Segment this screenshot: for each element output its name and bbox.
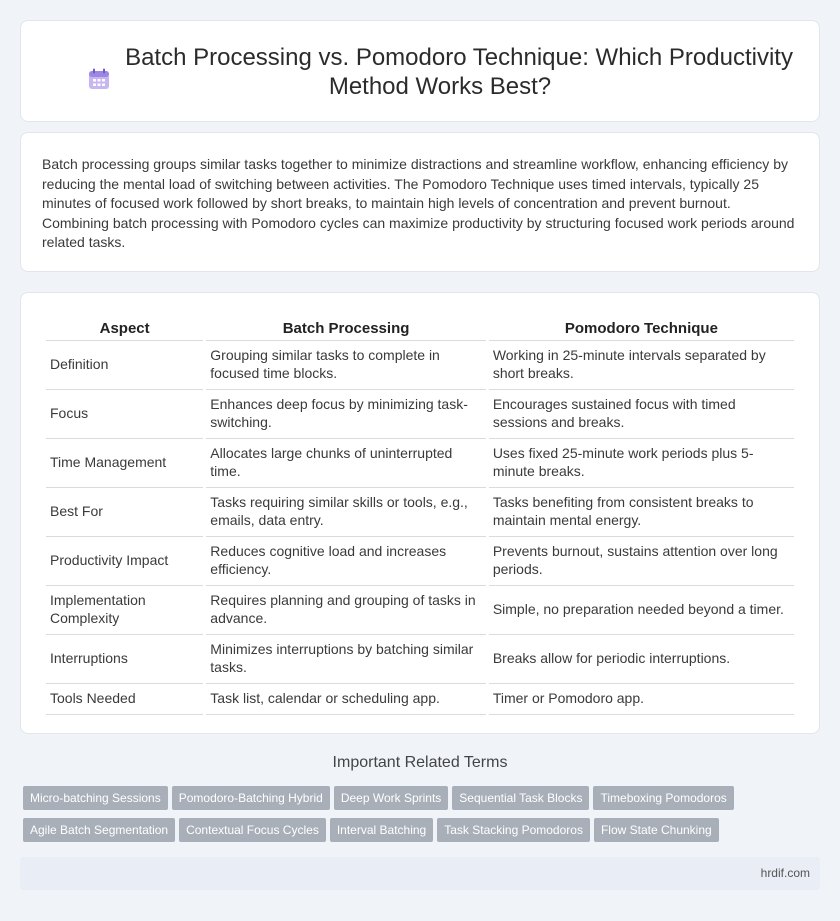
related-terms-heading: Important Related Terms <box>332 754 508 771</box>
cell-batch: Allocates large chunks of uninterrupted time. <box>206 439 486 488</box>
cell-batch: Grouping similar tasks to complete in focused time blocks. <box>206 341 486 390</box>
comparison-card <box>20 292 820 734</box>
cell-pomodoro: Breaks allow for periodic interruptions. <box>489 635 794 684</box>
related-tag[interactable]: Flow State Chunking <box>594 818 719 842</box>
related-tag[interactable]: Pomodoro-Batching Hybrid <box>172 786 330 810</box>
related-tag[interactable]: Task Stacking Pomodoros <box>437 818 590 842</box>
table-row <box>46 390 794 439</box>
cell-aspect: Implementation Complexity <box>46 586 203 635</box>
comparison-table <box>43 315 797 715</box>
header-aspect: Aspect <box>46 315 203 341</box>
related-tag[interactable]: Agile Batch Segmentation <box>23 818 175 842</box>
cell-aspect: Interruptions <box>46 635 203 684</box>
cell-pomodoro: Tasks benefiting from consistent breaks to maintain mental energy. <box>489 488 794 537</box>
cell-pomodoro: Simple, no preparation needed beyond a timer. <box>489 586 794 635</box>
cell-pomodoro: Timer or Pomodoro app. <box>489 684 794 715</box>
related-tag[interactable]: Micro-batching Sessions <box>23 786 168 810</box>
footer-site-link[interactable]: hrdif.com <box>760 866 810 880</box>
cell-aspect: Tools Needed <box>46 684 203 715</box>
related-tag[interactable]: Sequential Task Blocks <box>452 786 589 810</box>
table-header-row <box>46 315 794 341</box>
intro-card <box>20 132 820 272</box>
cell-batch: Requires planning and grouping of tasks in advance. <box>206 586 486 635</box>
cell-batch: Tasks requiring similar skills or tools, e.g., emails, data entry. <box>206 488 486 537</box>
cell-pomodoro: Prevents burnout, sustains attention over long periods. <box>489 537 794 586</box>
cell-pomodoro: Working in 25-minute intervals separated by short breaks. <box>489 341 794 390</box>
table-row <box>46 341 794 390</box>
cell-batch: Reduces cognitive load and increases efficiency. <box>206 537 486 586</box>
cell-batch: Task list, calendar or scheduling app. <box>206 684 486 715</box>
title-card <box>20 20 820 122</box>
related-tags-row-2 <box>23 818 783 850</box>
cell-batch: Minimizes interruptions by batching similar tasks. <box>206 635 486 684</box>
cell-pomodoro: Encourages sustained focus with timed sessions and breaks. <box>489 390 794 439</box>
cell-aspect: Focus <box>46 390 203 439</box>
table-row <box>46 439 794 488</box>
header-batch: Batch Processing <box>206 315 486 341</box>
table-row <box>46 586 794 635</box>
table-row <box>46 635 794 684</box>
cell-batch: Enhances deep focus by minimizing task-switching. <box>206 390 486 439</box>
table-row <box>46 537 794 586</box>
related-tags-row-1 <box>23 786 783 818</box>
related-tag[interactable]: Deep Work Sprints <box>334 786 448 810</box>
table-row <box>46 488 794 537</box>
cell-aspect: Definition <box>46 341 203 390</box>
cell-pomodoro: Uses fixed 25-minute work periods plus 5-minute breaks. <box>489 439 794 488</box>
intro-paragraph: Batch processing groups similar tasks together to minimize distractions and streamline workflow, enhancing efficiency by reducing the mental load of switching between activities. The Pomodoro Technique uses timed intervals, typically 25 minutes of focused work followed by short breaks, to maintain high levels of concentration and prevent burnout. Combining batch processing with Pomodoro cycles can maximize productivity by structuring focused work periods around related tasks. <box>42 156 795 251</box>
cell-aspect: Time Management <box>46 439 203 488</box>
related-tag[interactable]: Contextual Focus Cycles <box>179 818 326 842</box>
page-title: Batch Processing vs. Pomodoro Technique: Which Productivity Method Works Best? <box>125 44 793 100</box>
related-tag[interactable]: Interval Batching <box>330 818 433 842</box>
cell-aspect: Productivity Impact <box>46 537 203 586</box>
footer <box>20 857 820 890</box>
table-row <box>46 684 794 715</box>
related-tag[interactable]: Timeboxing Pomodoros <box>593 786 733 810</box>
cell-aspect: Best For <box>46 488 203 537</box>
header-pomodoro: Pomodoro Technique <box>489 315 794 341</box>
